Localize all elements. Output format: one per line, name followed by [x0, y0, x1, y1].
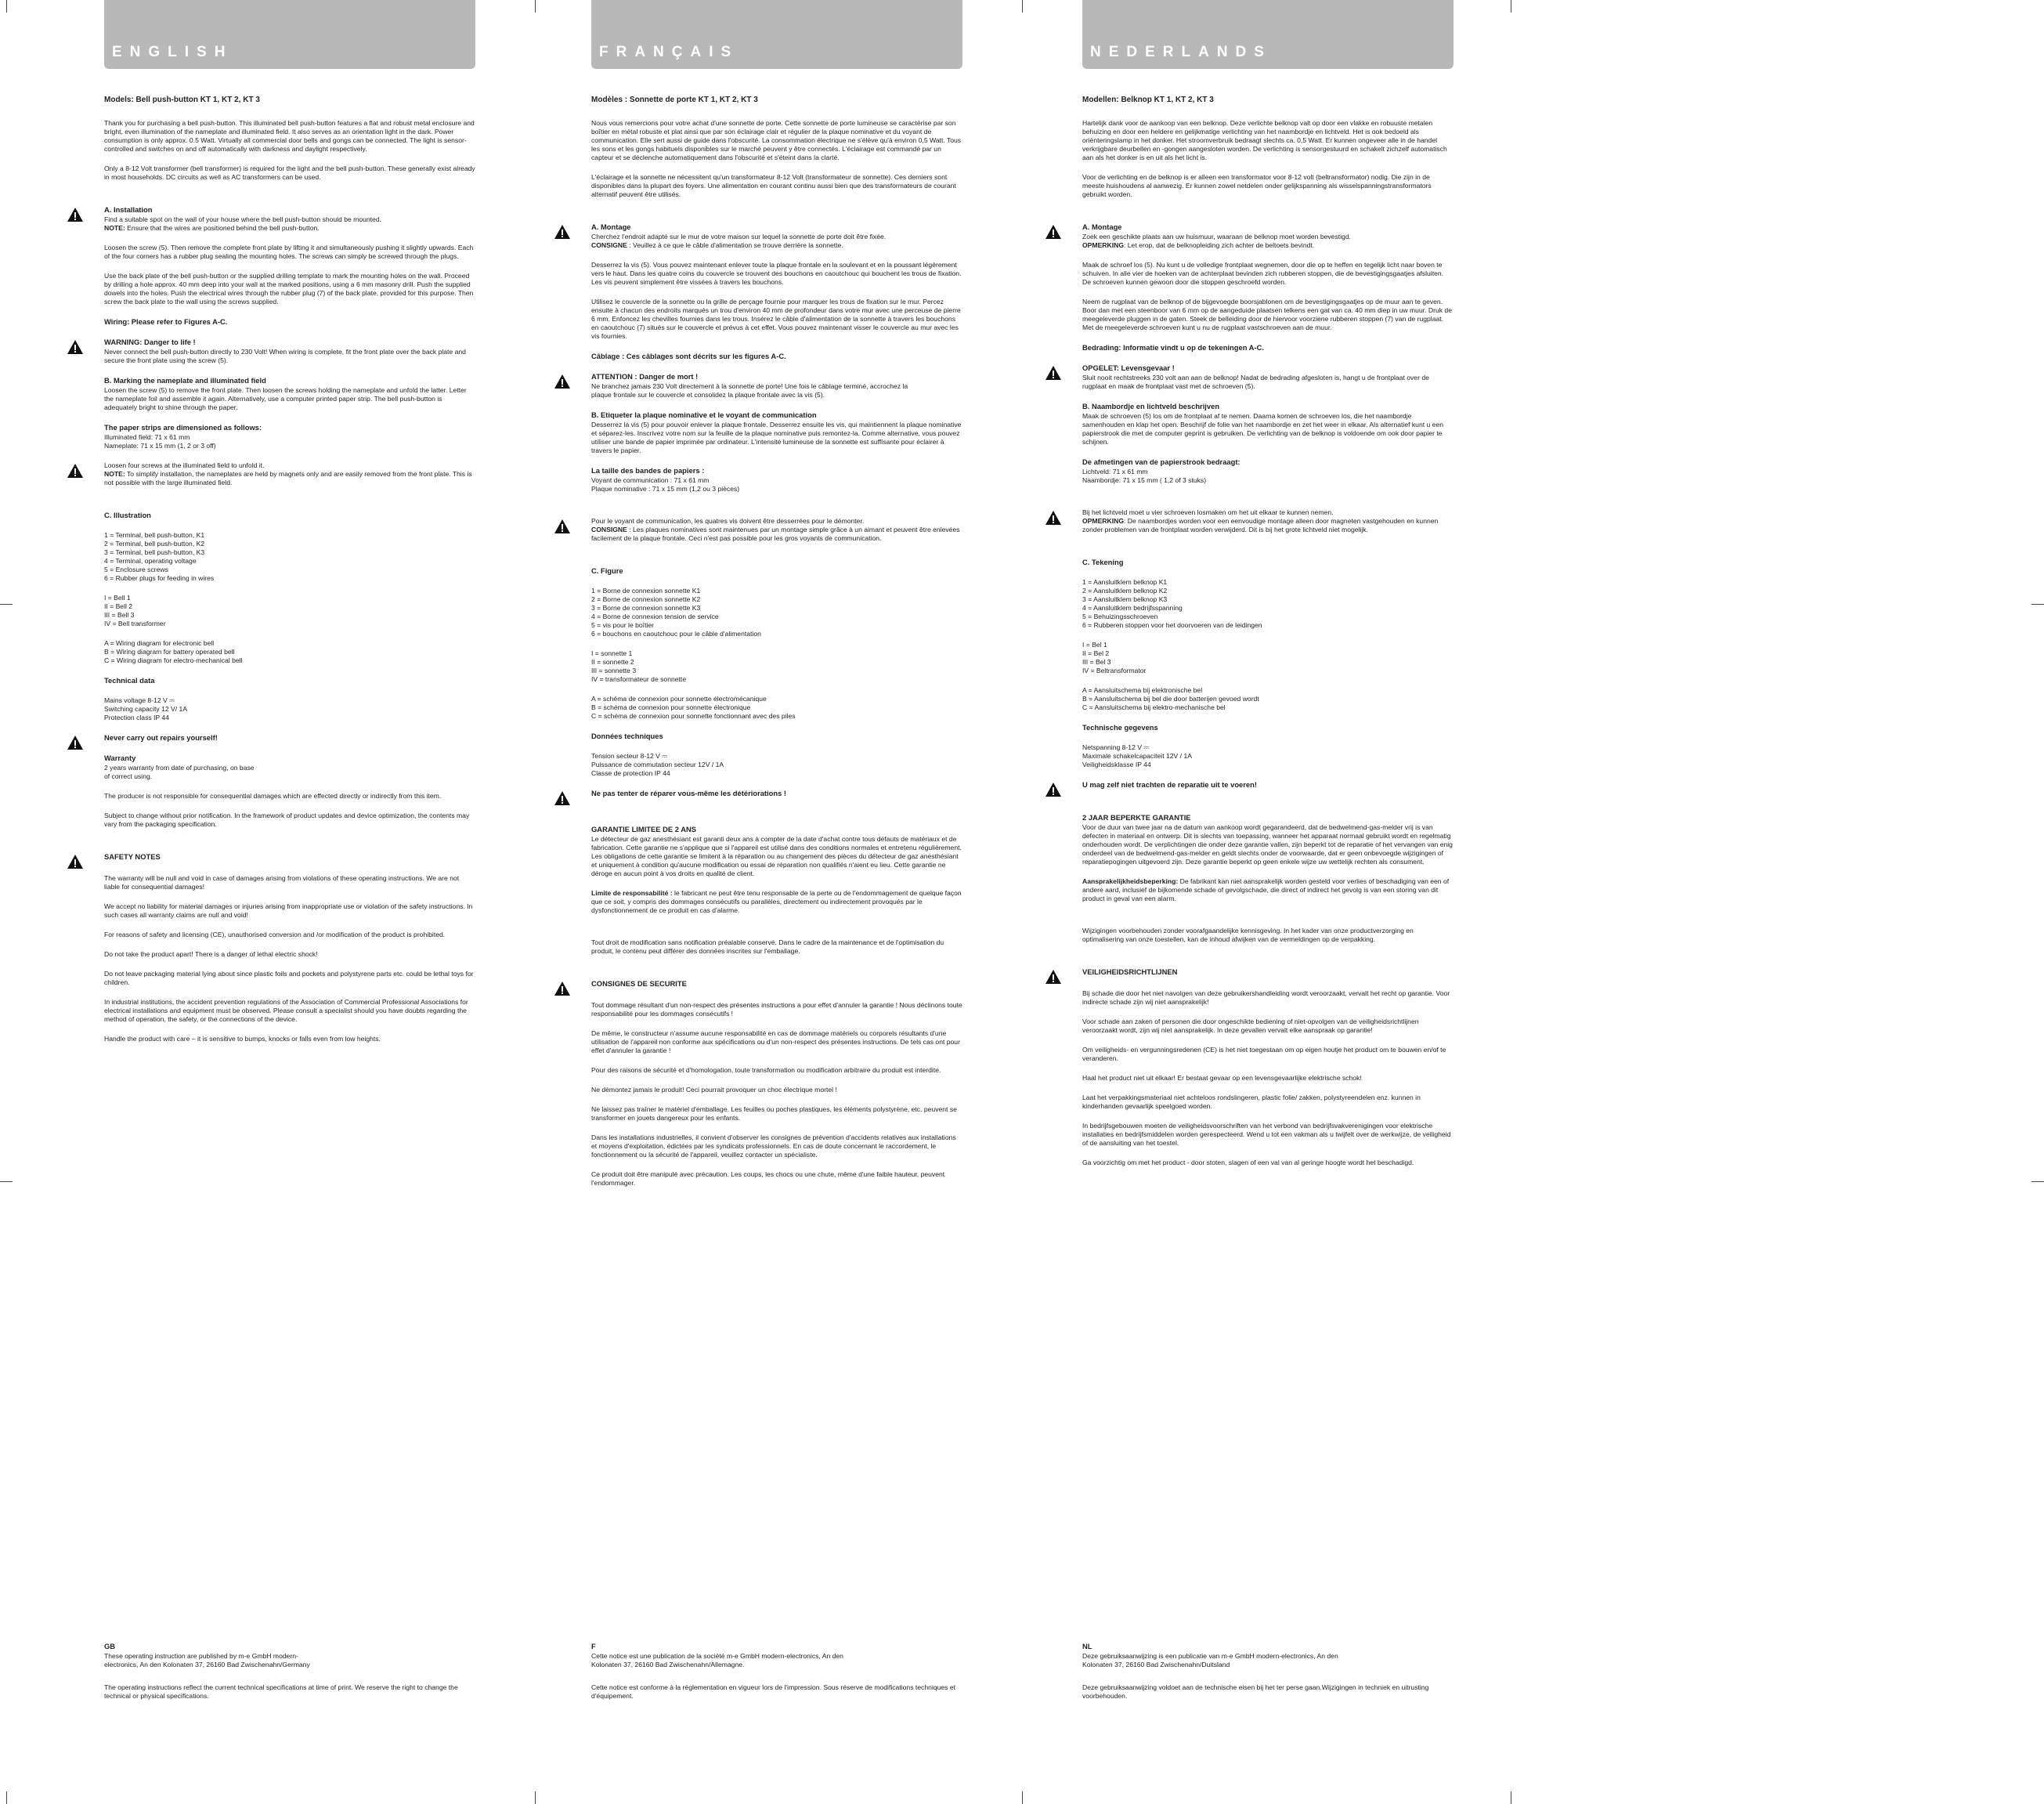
note-text: Ensure that the wires are positioned behind the bell push-button.	[125, 224, 320, 232]
installation-block	[1082, 222, 1454, 250]
installation-block	[591, 222, 962, 250]
body-text: Pour des raisons de sécurité et d'homologation, toute transformation ou modification arbitraire du produit est interdite.	[591, 1066, 941, 1074]
list-item: II = Bel 2	[1082, 649, 1110, 657]
section-heading: A. Montage	[1082, 222, 1122, 231]
body-text: Tout droit de modification sans notification préalable conservé. Dans le cadre de la maintenance et de l'optimisation du produit, le contenu peut différer des données inscrites sur l'emballage.	[591, 938, 944, 955]
spec-item: Puissance de commutation secteur 12V / 1A	[591, 761, 724, 768]
section-header	[591, 0, 962, 69]
warning-block	[591, 372, 962, 399]
footer-francais	[591, 1642, 962, 1715]
warning-heading: ATTENTION : Danger de mort !	[591, 372, 699, 381]
header-label: NEDERLANDS	[1090, 44, 1272, 60]
list-item: III = sonnette 3	[591, 667, 637, 674]
list-item: 5 = Enclosure screws	[104, 566, 168, 573]
list-item: 1 = Aansluitklem belknop K1	[1082, 578, 1168, 586]
body-text: In bedrijfsgebouwen moeten de veiligheidsvoorschriften van het verbond van bedrijfsvakverenigingen voor elektrische installaties en bedrijfsmiddelen worden gerespecteerd. Wend u tot een vakman als u twijfelt over de werkwijze, de veiligheid of de aansluiting van het toestel.	[1082, 1122, 1451, 1147]
body-text: Ne laissez pas traîner le matériel d'emballage. Les feuilles ou poches plastiques, les éléments polystyrène, etc. peuvent se transformer en jouets dangereux pour les enfants.	[591, 1105, 957, 1122]
body-text: Maak de schroeven (5) los om de frontplaat af te nemen. Daarna komen de schroeven los, die het naambordje samenhouden en klap het open. Beschrijf de folie van het naambordje en zet het weer in elkaar. Als alternatief kunt u een papierstrook die met de computer geprint is gebruiken. De verlichting van de belknop is voldoende om ook door papier te schijnen.	[1082, 412, 1444, 446]
repair-warning: U mag zelf niet trachten de reparatie uit te voeren!	[1082, 780, 1257, 789]
crop-mark	[6, 1791, 7, 1804]
body-text: 2 years warranty from date of purchasing, on base of correct using.	[104, 764, 255, 780]
wiring-heading: Wiring: Please refer to Figures A-C.	[104, 317, 228, 326]
repair-warning: Never carry out repairs yourself!	[104, 733, 218, 742]
warning-block	[1082, 363, 1454, 391]
list-item: A = Aansluitschema bij elektronische bel	[1082, 686, 1203, 694]
body-text: Cherchez l'endroit adapté sur le mur de votre maison sur lequel la sonnette de porte doit être fixée.	[591, 233, 887, 240]
list-item: III = Bell 3	[104, 611, 135, 619]
publisher-text: These operating instruction are published by m-e GmbH modern-electronics, An den Kolonaten 37, 26160 Bad Zwischenahn/Germany	[104, 1652, 310, 1668]
body-text: Handle the product with care – it is sensitive to bumps, knocks or falls even from low heights.	[104, 1035, 381, 1043]
body-text: The operating instructions reflect the current technical specifications at time of print. We reserve the right to change the technical or physical specifications.	[104, 1683, 458, 1700]
section-heading: De afmetingen van de papierstrook bedraagt:	[1082, 457, 1240, 466]
section-heading: C. Figure	[591, 566, 623, 575]
body-text: Ga voorzichtig om met het product - door stoten, slagen of een val van al geringe hoogte wordt het beschadigd.	[1082, 1159, 1414, 1166]
warning-block	[104, 338, 475, 365]
body-text: le fabricant ne peut être tenu responsable de la perte ou de l'endommagement de quelque façon que ce soit, y compris des dommages consécutifs ou parallèles, directement ou indirectement provoqués par le dysfonctionnement de ce produit en cas d'alarme.	[591, 889, 962, 914]
body-text: Lichtveld: 71 x 61 mm	[1082, 468, 1148, 475]
section-heading: C. Illustration	[104, 511, 151, 519]
warning-icon	[67, 735, 84, 750]
footer-nederlands	[1082, 1642, 1454, 1715]
warning-icon	[67, 339, 84, 355]
note-label: NOTE:	[104, 470, 125, 478]
list-item: B = schéma de connexion pour sonnette électronique	[591, 703, 751, 711]
body-text: Loosen four screws at the illuminated field to unfold it.	[104, 461, 265, 469]
list-item: 1 = Terminal, bell push-button, K1	[104, 531, 205, 539]
list-item: B = Wiring diagram for battery operated bell	[104, 648, 235, 656]
list-item: 3 = Aansluitklem belknop K3	[1082, 595, 1168, 603]
body-text: Desserrez la vis (5) pour pouvoir enlever la plaque frontale. Desserrez ensuite les vis, qui maintiennent la plaque nominative et séparez-les. Inscrivez votre nom sur la feuille de la plaque nominative puis remontez-la. Comme alternative, vous pouvez utiliser une bande de papier imprimée par ordinateur. L'intensité lumineuse de la sonnette est suffisante pour éclairer à travers le papier.	[591, 421, 962, 454]
repair-block	[591, 789, 962, 798]
country-code: F	[591, 1642, 596, 1650]
section-heading: Données techniques	[591, 732, 663, 740]
spec-item: Tension secteur 8-12 V ⎓	[591, 752, 668, 760]
body-text: Utilisez le couvercle de la sonnette ou la grille de perçage fournie pour marquer les trous de fixation sur le mur. Percez ensuite à chacun des endroits marqués un trou d'environ 40 mm de profondeur dans votre mur avec une perceuse de pierre 6 mm. Enfoncez les chevilles fournies dans les trous. Insérez le câble d'alimentation de la sonnette à travers les bouchons en caoutchouc (7) situés sur le couvercle et prévus à cet effet. Vous pouvez maintenant visser le couvercle au mur avec les vis fournies.	[591, 298, 961, 340]
body-text: Dans les installations industrielles, il convient d'observer les consignes de prévention d'accidents relatives aux installations et moyens d'exploitation, édictées par les syndicats professionnels. En cas de doute concernant le raccordement, le fonctionnement ou la sécurité de l'appareil, veuillez contacter un spécialiste.	[591, 1133, 956, 1159]
body-text: Ne démontez jamais le produit! Ceci pourrait provoquer un choc électrique mortel !	[591, 1086, 837, 1094]
spec-item: Switching capacity 12 V/ 1A	[104, 705, 188, 713]
list-item: 2 = Terminal, bell push-button, K2	[104, 540, 205, 548]
warning-icon	[554, 224, 571, 240]
body-text: Tout dommage résultant d'un non-respect des présentes instructions a pour effet d'annuler la garantie ! Nous déclinons toute responsabilité pour les dommages consécutifs !	[591, 1001, 962, 1018]
body-text: Loosen the screw (5) to remove the front plate. Then loosen the screws holding the nameplate and unfold the latter. Letter the nameplate foil and assemble it again. Alternatively, use a computer printed paper strip. The bell push-button is adequately bright to shine through the paper.	[104, 386, 467, 411]
warning-icon	[67, 207, 84, 222]
list-item: 2 = Aansluitklem belknop K2	[1082, 587, 1168, 595]
body-text: Use the back plate of the bell push-button or the supplied drilling template to mark the mounting holes on the wall. Proceed by drilling a hole approx. 40 mm deep into your wall at the marked positions, using a 6 mm masonry drill. Push the supplied dowels into the holes. Push the electrical wires through the rubber plug (7) of the back plate, provided for this purpose. Then screw the back plate to the wall using the screws supplied.	[104, 272, 474, 305]
body-text: Haal het product niet uit elkaar! Er bestaat gevaar op een levensgevaarlijke elektrische schok!	[1082, 1074, 1362, 1082]
intro-paragraph: L'éclairage et la sonnette ne nécessitent qu'un transformateur 8-12 Volt (transformateur de sonnette). Ces derniers sont disponibles dans la plupart des foyers. Une alimentation en courant continu aussi bien que des transformateurs de courant alternatif peuvent être utilisés.	[591, 173, 956, 198]
section-heading: La taille des bandes de papiers :	[591, 466, 705, 475]
list-item: 3 = Terminal, bell push-button, K3	[104, 548, 205, 556]
list-item: II = Bell 2	[104, 602, 133, 610]
body-text: Desserrez la vis (5). Vous pouvez maintenant enlever toute la plaque frontale en la soulevant et en la poussant légèrement vers le haut. Dans les quatre coins du couvercle se trouvent des bouchons en caoutchouc qui bouchent les trous de fixation. Les vis peuvent simplement être vissées à travers les bouchons.	[591, 261, 962, 286]
warning-heading: OPGELET: Levensgevaar !	[1082, 363, 1175, 372]
list-item: 4 = Aansluitklem bedrijfsspanning	[1082, 604, 1183, 612]
section-heading: C. Tekening	[1082, 558, 1124, 566]
section-heading: 2 JAAR BEPERKTE GARANTIE	[1082, 813, 1191, 822]
header-label: FRANÇAIS	[599, 44, 739, 60]
note-label: OPMERKING	[1082, 241, 1124, 249]
column-nederlands	[1082, 0, 1454, 1178]
list-item: I = Bell 1	[104, 594, 131, 602]
spec-item: Mains voltage 8-12 V ⎓	[104, 696, 175, 704]
body-text: Naambordje: 71 x 15 mm ( 1,2 of 3 stuks)	[1082, 476, 1207, 484]
safety-block	[1082, 967, 1454, 977]
publisher-text: Deze gebruiksaanwijzing is een publicatie van m-e GmbH modern-electronics, An den Kolonaten 37, 26160 Bad Zwischenahn/Duitsland	[1082, 1652, 1338, 1668]
body-text: Cette notice est conforme à la réglementation en vigueur lors de l'impression. Sous réserve de modifications techniques et d'équipement.	[591, 1683, 955, 1700]
spec-item: Maximale schakelcapaciteit 12V / 1A	[1082, 752, 1192, 760]
section-heading: A. Installation	[104, 205, 153, 214]
body-text: Subject to change without prior notification. In the framework of product updates and device optimization, the contents may vary from the packaging specification.	[104, 812, 470, 828]
section-heading: B. Naambordje en lichtveld beschrijven	[1082, 402, 1220, 410]
warning-heading: WARNING: Danger to life !	[104, 338, 196, 346]
repair-block	[1082, 780, 1454, 790]
safety-block	[104, 852, 475, 862]
section-heading: CONSIGNES DE SECURITE	[591, 979, 687, 988]
crop-mark	[1022, 0, 1023, 13]
body-text: Do not take the product apart! There is a danger of lethal electric shock!	[104, 950, 318, 958]
installation-block	[104, 205, 475, 233]
crop-mark	[6, 0, 7, 13]
list-item: 6 = Rubberen stoppen voor het doorvoeren van de leidingen	[1082, 621, 1262, 629]
list-item: 6 = bouchons en caoutchouc pour le câble d'alimentation	[591, 630, 761, 638]
models-title: Models: Bell push-button KT 1, KT 2, KT 3	[104, 96, 260, 104]
body-text: Loosen the screw (5). Then remove the complete front plate by lifting it and simultaneously pushing it slightly upwards. Each of the four corners has a rubber plug sealing the mounting holes. The screws can simply be screwed through the plugs.	[104, 244, 474, 260]
footer-english	[104, 1642, 475, 1715]
note-block	[1082, 508, 1454, 534]
section-heading: Technische gegevens	[1082, 723, 1158, 732]
intro-paragraph: Thank you for purchasing a bell push-button. This illuminated bell push-button features a flat and robust metal enclosure and bright, even illumination of the nameplate and illuminated field. It also serves as an orientation light in the dark. Power consumption is only approx. 0.5 Watt. Virtually all commercial door bells and gongs can be connected. The light is sensor-controlled and switches on and off automatically with darkness and daylight respectively.	[104, 119, 475, 153]
body-text: Le détecteur de gaz anesthésiant est garanti deux ans à compter de la date d'achat contre tous défauts de matériaux et de fabrication. Cette garantie ne s'applique que si l'appareil est utilisé dans des conditions normales et entretenu régulièrement. Les obligations de cette garantie se limitent à la réparation ou au changement des pièces du détecteur de gaz anesthésiant et uniquement à condition qu'aucune modification ou essai de réparation non qualifiés n'aient eu lieu. Cette garantie ne déroge en aucun point à vos droits en qualité de client.	[591, 835, 962, 877]
list-item: 6 = Rubber plugs for feeding in wires	[104, 574, 215, 582]
list-item: 5 = vis pour le boîtier	[591, 621, 655, 629]
list-item: A = schéma de connexion pour sonnette électromécanique	[591, 695, 767, 703]
body-text: Plaque nominative : 71 x 15 mm (1,2 ou 3 pièces)	[591, 485, 740, 493]
section-heading: A. Montage	[591, 222, 631, 231]
warning-icon	[554, 519, 571, 534]
list-item: IV = transformateur de sonnette	[591, 675, 687, 683]
list-item: B = Aansluitschema bij bel die door batterijen gevoed wordt	[1082, 695, 1259, 703]
country-code: GB	[104, 1642, 116, 1650]
publisher-text: Cette notice est une publication de la société m-e GmbH modern-electronics, An den Kolonaten 37, 26160 Bad Zwischenahn/Allemagne.	[591, 1652, 843, 1668]
body-text: Voyant de communication : 71 x 61 mm	[591, 476, 710, 484]
body-text: De même, le constructeur n'assume aucune responsabilité en cas de dommage matériels ou corporels résultants d'une utilisation de l'appareil non conforme aux spécifications ou d'un non-respect des présentes instructions. De tels cas ont pour effet d'annuler la garantie !	[591, 1029, 960, 1054]
repair-warning: Ne pas tenter de réparer vous-même les détériorations !	[591, 789, 787, 797]
note-label: CONSIGNE	[591, 241, 627, 249]
body-text: Deze gebruiksaanwijzing voldoet aan de technische eisen bij het ter perse gaan.Wijzigingen in techniek en uitrusting voorbehouden.	[1082, 1683, 1429, 1700]
spec-item: Classe de protection IP 44	[591, 769, 670, 777]
section-header	[104, 0, 475, 69]
crop-mark	[2031, 604, 2044, 605]
body-text: Wijzigingen voorbehouden zonder voorafgaandelijke kennisgeving. In het kader van onze productverzorging en optimalisering van onze toestellen, kan de inhoud afwijken van de vermeldingen op de verpakking.	[1082, 927, 1414, 943]
note-text: : Let erop, dat de belknopleiding zich achter de beltoets bevindt.	[1124, 241, 1315, 249]
warning-icon	[1045, 782, 1062, 797]
section-header	[1082, 0, 1454, 69]
body-text: Never connect the bell push-button directly to 230 Volt! When wiring is complete, fit the front plate over the back plate and secure the front plate using the screw (5).	[104, 348, 466, 364]
list-item: II = sonnette 2	[591, 658, 634, 666]
body-text: Neem de rugplaat van de belknop of de bijgevoegde boorsjablonen om de bevestigingsgaatjes op de muur aan te geven. Boor dan met een steenboor van 6 mm op de aangeduide plaatsen telkens een gat van ca. 40 mm diep in uw muur. Druk de meegeleverde pluggen in de gaten. Steek de belleiding door de hiervoor voorziene rubberen stoppen (7) van de rugplaat. Met de meegeleverde schroeven kunt u nu de rugplaat vastschroeven aan de muur.	[1082, 298, 1452, 331]
body-text: Pour le voyant de communication, les quatres vis doivent être desserrées pour le démonter.	[591, 517, 865, 525]
note-label: Aansprakelijkheidsbeperking:	[1082, 877, 1179, 885]
list-item: 3 = Borne de connexion sonnette K3	[591, 604, 701, 612]
body-text: Ne branchez jamais 230 Volt directement à la sonnette de porte! Une fois le câblage terminé, accrochez la plaque frontale sur le couvercle et consolidez la plaque frontale avec la vis (5).	[591, 382, 908, 399]
note-block	[591, 517, 962, 543]
body-text: De fabrikant kan niet aansprakelijk worden gesteld voor verlies of beschadiging van een of andere aard, inclusief de bijkomende schade of gevolgschade, die direct of indirect het gevolg is van een storing van dit product in geval van een alarm.	[1082, 877, 1450, 902]
crop-mark	[0, 604, 13, 605]
section-heading: The paper strips are dimensioned as follows:	[104, 423, 262, 432]
body-text: Zoek een geschikte plaats aan uw huismuur, waaraan de belknop moet worden bevestigd.	[1082, 233, 1352, 240]
list-item: C = schéma de connexion pour sonnette fonctionnant avec des piles	[591, 712, 796, 720]
list-item: 5 = Behuizingsschroeven	[1082, 613, 1158, 620]
list-item: IV = Bell transformer	[104, 620, 166, 627]
note-block	[104, 461, 475, 487]
models-title: Modèles : Sonnette de porte KT 1, KT 2, KT 3	[591, 96, 758, 104]
intro-paragraph: Nous vous remercions pour votre achat d'une sonnette de porte. Cette sonnette de porte lumineuse se caractérise par son boîtier en métal robuste et plat ainsi que par son éclairage clair et régulier de la plaque nominative et du voyant de communication. Elle sert aussi de guide dans l'obscurité. La consommation électrique ne s'élève qu'à environ 0,5 Watt. Tous les sons et les gongs habituels disponibles sur le marché peuvent y être connectés. L'éclairage est commandé par un capteur et se déclenche automatiquement dans l'obscurité et s'éteint dans la clarté.	[591, 119, 962, 161]
section-heading: B. Marking the nameplate and illuminated field	[104, 376, 266, 385]
header-label: ENGLISH	[112, 44, 233, 60]
body-text: Maak de schroef los (5). Nu kunt u de volledige frontplaat wegnemen, door die op te heffen en tegelijk licht naar boven te schuiven. In alle vier de hoeken van de achterplaat bevinden zich rubberen stoppen, die de bevestigingsgaatjes afsluiten. De schroeven kunnen gewoon door die stoppen geschroefd worden.	[1082, 261, 1444, 286]
list-item: 2 = Borne de connexion sonnette K2	[591, 595, 701, 603]
crop-mark	[2031, 1181, 2044, 1182]
body-text: Bij het lichtveld moet u vier schroeven losmaken om het uit elkaar te kunnen nemen.	[1082, 508, 1334, 516]
list-item: C = Aansluitschema bij elektro-mechanische bel	[1082, 703, 1226, 711]
warning-icon	[1045, 365, 1062, 381]
body-text: Do not leave packaging material lying about since plastic foils and pockets and polystyrene parts etc. could be lethal toys for children.	[104, 970, 474, 986]
section-heading: B. Etiqueter la plaque nominative et le voyant de communication	[591, 410, 817, 419]
safety-block	[591, 979, 962, 989]
spec-item: Veiligheidsklasse IP 44	[1082, 761, 1151, 768]
body-text: The warranty will be null and void in case of damages arising from violations of these operating instructions. We are not liable for consequential damages!	[104, 874, 460, 891]
note-label: CONSIGNE	[591, 526, 627, 533]
body-text: Bij schade die door het niet navolgen van deze gebruikershandleiding wordt veroorzaakt, vervalt het recht op garantie. Voor indirecte schade zijn wij niet aansprakelijk!	[1082, 989, 1450, 1006]
body-text: Laat het verpakkingsmateriaal niet achteloos rondslingeren, plastic folie/ zakken, polystyreendelen enz. kunnen in kinderhanden gevaarlijk speelgoed worden.	[1082, 1094, 1421, 1110]
warning-icon	[1045, 969, 1062, 985]
list-item: A = Wiring diagram for electronic bell	[104, 639, 215, 647]
note-text: To simplify installation, the nameplates are held by magnets only and are easily removed from the front plate. This is not possible with the large illuminated field.	[104, 470, 472, 486]
list-item: IV = Beltransformator	[1082, 667, 1147, 674]
section-heading: GARANTIE LIMITEE DE 2 ANS	[591, 825, 697, 833]
list-item: III = Bel 3	[1082, 658, 1111, 666]
wiring-heading: Bedrading: Informatie vindt u op de tekeningen A-C.	[1082, 343, 1264, 352]
body-text: Om veiligheids- en vergunningsredenen (CE) is het niet toegestaan om op eigen houtje het product om te bouwen en/of te veranderen.	[1082, 1046, 1446, 1062]
intro-paragraph: Only a 8-12 Volt transformer (bell transformer) is required for the light and the bell push-button. These generally exist already in most households. DC circuits as well as AC transformers can be used.	[104, 164, 475, 181]
note-text: : Les plaques nominatives sont maintenues par un montage simple grâce à un aimant et peuvent être enlevées facilement de la plaque frontale. Ceci n'est pas possible pour les gros voyants de communication.	[591, 526, 960, 542]
section-heading: Warranty	[104, 754, 136, 762]
spec-item: Protection class IP 44	[104, 714, 169, 721]
intro-paragraph: Hartelijk dank voor de aankoop van een belknop. Deze verlichte belknop valt op door een vlakke en robuuste metalen behuizing en door een heldere en gelijkmatige verlichting van het naambordje en lichtveld. Het is ook bedoeld als oriënteringslamp in het donker. Het stroomverbruik bedraagt slechts ca. 0,5 Watt. Er kunnen ongeveer alle in de handel verkrijgbare deurbellen en -gongen aangesloten worden. De verlichting is sensorgestuurd en schakelt zichzelf automatisch aan als het donker is en uit als het licht is.	[1082, 119, 1447, 161]
intro-paragraph: Voor de verlichting en de belknop is er alleen een transformator voor 8-12 volt (beltransformator) nodig. Die zijn in de meeste huishoudens al aanwezig. Er kunnen zowel netdelen onder gelijkspanning als wisselspanningstransformators gebruikt worden.	[1082, 173, 1432, 198]
list-item: C = Wiring diagram for electro-mechanical bell	[104, 656, 243, 664]
warning-icon	[554, 981, 571, 996]
list-item: 1 = Borne de connexion sonnette K1	[591, 587, 701, 595]
body-text: Voor schade aan zaken of personen die door ongeschikte bediening of niet-opvolgen van de veiligheidsrichtlijnen veroorzaakt wordt, zijn wij niet aansprakelijk. In deze gevallen vervalt elke aanspraak op garantie!	[1082, 1018, 1419, 1034]
body-text: Voor de duur van twee jaar na de datum van aankoop wordt gegarandeerd, dat de bedwelmend-gas-melder vrij is van defecten in materiaal en ontwerp. Dit is slechts van toepassing, wanneer het apparaat normaal gebruikt wordt en regelmatig onderhouden wordt. De verplichtingen die onder deze garantie vallen, zijn beperkt tot de reparatie of het vervangen van enig onderdeel van de bedwelmend-gas-melder en geldt slechts onder de voorwaarde, dat er geen onbevoegde wijzigingen of reparatiepogingen uitgevoerd zijn. Deze garantie beperkt op geen enkele wijze uw wettelijk rechten als consument.	[1082, 823, 1453, 866]
warning-icon	[67, 854, 84, 869]
crop-mark	[1022, 1791, 1023, 1804]
crop-mark	[535, 0, 536, 13]
wiring-heading: Câblage : Ces câblages sont décrits sur les figures A-C.	[591, 352, 786, 360]
spec-item: Netspanning 8-12 V ⎓	[1082, 743, 1150, 751]
body-text: Nameplate: 71 x 15 mm (1, 2 or 3 off)	[104, 442, 216, 450]
list-item: I = Bel 1	[1082, 641, 1107, 649]
body-text: We accept no liability for material damages or injuries arising from inappropriate use or violation of the safety instructions. In such cases all warranty claims are null and void!	[104, 902, 473, 919]
crop-mark	[0, 1181, 13, 1182]
note-label: NOTE:	[104, 224, 125, 232]
country-code: NL	[1082, 1642, 1092, 1650]
body-text: Sluit nooit rechtstreeks 230 volt aan aan de belknop! Nadat de bedrading afgesloten is, hangt u de frontplaat over de rugplaat en maak de frontplaat vast met de schroeven (5).	[1082, 374, 1429, 390]
warning-icon	[554, 790, 571, 806]
body-text: Find a suitable spot on the wall of your house where the bell push-button should be mounted.	[104, 215, 382, 223]
body-text: Illuminated field: 71 x 61 mm	[104, 433, 190, 441]
section-heading: Technical data	[104, 676, 155, 685]
note-text: : Veuillez à ce que le câble d'alimentation se trouve derrière la sonnette.	[627, 241, 843, 249]
crop-mark	[535, 1791, 536, 1804]
body-text: For reasons of safety and licensing (CE), unauthorised conversion and /or modification of the product is prohibited.	[104, 931, 446, 938]
warning-icon	[1045, 510, 1062, 526]
body-text: The producer is not responsible for consequential damages which are effected directly or indirectly from this item.	[104, 792, 442, 800]
column-francais	[591, 0, 962, 1198]
body-text: In industrial institutions, the accident prevention regulations of the Association of Commercial Professional Associations for electrical installations and equipment must be observed. Please consult a specialist should you have doubts regarding the method of operation, the safety, or the connections of the device.	[104, 998, 468, 1023]
list-item: 4 = Terminal, operating voltage	[104, 557, 197, 565]
note-label: OPMERKING	[1082, 517, 1124, 525]
column-english	[104, 0, 475, 1054]
repair-block	[104, 733, 475, 743]
section-heading: SAFETY NOTES	[104, 852, 161, 861]
warning-icon	[67, 463, 84, 479]
warning-icon	[554, 374, 571, 389]
list-item: 4 = Borne de connexion tension de service	[591, 613, 719, 620]
note-text: : De naambordjes worden voor een eenvoudige montage alleen door magneten vastgehouden en kunnen zonder problemen van de frontplaat worden verwijderd. Dit is bij het grote lichtveld niet mogelijk.	[1082, 517, 1439, 533]
body-text: Ce produit doit être manipulé avec précaution. Les coups, les chocs ou une chute, même d'une faible hauteur, peuvent l'endommager.	[591, 1170, 945, 1187]
models-title: Modellen: Belknop KT 1, KT 2, KT 3	[1082, 96, 1214, 104]
warning-icon	[1045, 224, 1062, 240]
section-heading: VEILIGHEIDSRICHTLIJNEN	[1082, 967, 1178, 976]
list-item: I = sonnette 1	[591, 649, 633, 657]
note-label: Limite de responsabilité :	[591, 889, 673, 897]
